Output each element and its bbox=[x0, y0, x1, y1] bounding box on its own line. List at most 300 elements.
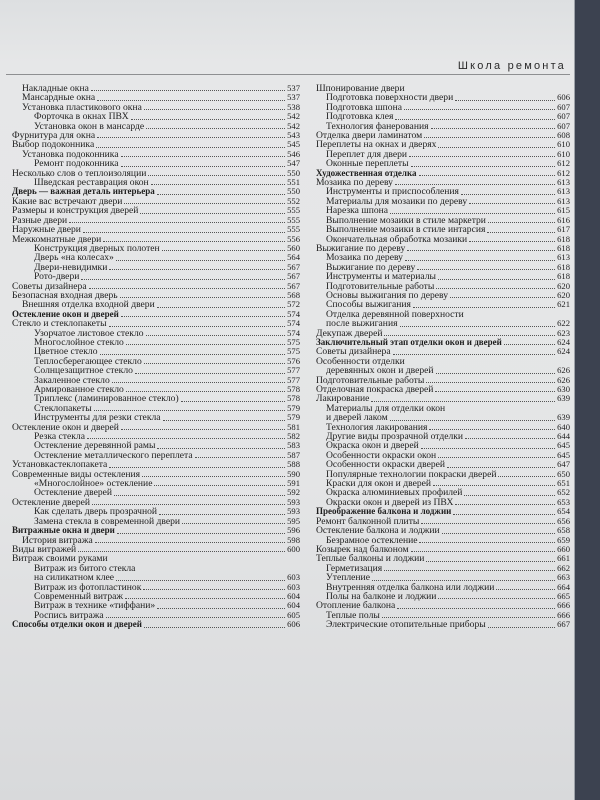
dot-leader bbox=[125, 598, 285, 599]
toc-entry-page: 577 bbox=[287, 365, 300, 376]
toc-entry-page: 607 bbox=[557, 111, 570, 122]
dot-leader bbox=[382, 617, 555, 618]
toc-entry-page: 564 bbox=[287, 252, 300, 263]
toc-entry-title: Витраж своими руками bbox=[12, 553, 108, 565]
toc-entry-page: 620 bbox=[557, 289, 570, 300]
dot-leader bbox=[438, 147, 555, 148]
toc-entry-title: Подготовительные работы bbox=[326, 280, 435, 292]
dot-leader bbox=[504, 344, 555, 345]
toc-entry-title: Цветное стекло bbox=[34, 346, 98, 358]
toc-entry-title: Технология фанерования bbox=[326, 120, 429, 132]
toc-entry-title: Внешняя отделка входной двери bbox=[22, 299, 155, 311]
dot-leader bbox=[112, 382, 285, 383]
dot-leader bbox=[371, 401, 555, 402]
dot-leader bbox=[419, 542, 555, 543]
toc-entry-page: 579 bbox=[287, 412, 300, 423]
toc-entry-title: Резка стекла bbox=[34, 431, 85, 443]
dot-leader bbox=[461, 194, 555, 195]
toc-entry-title: Многослойное стекло bbox=[34, 336, 124, 348]
toc-column-right bbox=[316, 84, 570, 630]
dot-leader bbox=[89, 288, 286, 289]
dot-leader bbox=[433, 485, 555, 486]
dot-leader bbox=[124, 203, 285, 204]
toc-entry-title: Выполнение мозаики в стиле интарсия bbox=[326, 224, 486, 236]
toc-entry-title: «Многослойное» остекление bbox=[34, 478, 153, 490]
toc-entry-title: Отделка деревянной поверхности bbox=[326, 308, 464, 320]
toc-entry-page: 618 bbox=[557, 233, 570, 244]
dot-leader bbox=[109, 467, 285, 468]
dot-leader bbox=[498, 476, 555, 477]
dot-leader bbox=[424, 137, 555, 138]
toc-entry-page: 647 bbox=[557, 459, 570, 470]
dot-leader bbox=[121, 429, 285, 430]
toc-entry-page: 607 bbox=[557, 101, 570, 112]
toc-entry-page: 653 bbox=[557, 496, 570, 507]
dot-leader bbox=[469, 203, 555, 204]
toc-entry-title: Стеклопакеты bbox=[34, 402, 92, 414]
toc-entry-title: Остекление дверей bbox=[12, 496, 91, 508]
dot-leader bbox=[413, 307, 555, 308]
toc-entry-page: 603 bbox=[287, 581, 300, 592]
toc-entry-page: 620 bbox=[557, 280, 570, 291]
dot-leader bbox=[157, 307, 285, 308]
toc-entry-title: Установка пластикового окна bbox=[22, 101, 142, 113]
toc-entry-page: 662 bbox=[557, 562, 570, 573]
dot-leader bbox=[97, 137, 285, 138]
toc-entry-title: на силикатном клее bbox=[34, 572, 115, 584]
toc-entry-title: Инструменты для резки стекла bbox=[34, 412, 161, 424]
toc-entry-page: 654 bbox=[557, 506, 570, 517]
toc-entry-title: Окончательная обработка мозаики bbox=[326, 233, 468, 245]
toc-entry-page: 644 bbox=[557, 431, 570, 442]
toc-entry-title: Другие виды прозрачной отделки bbox=[326, 431, 464, 443]
toc-entry-page: 663 bbox=[557, 572, 570, 583]
toc-entry-page: 547 bbox=[287, 158, 300, 169]
toc-entry-page: 567 bbox=[287, 261, 300, 272]
toc-entry-title: Основы выжигания по дереву bbox=[326, 289, 449, 301]
dot-leader bbox=[78, 551, 285, 552]
dot-leader bbox=[144, 363, 285, 364]
toc-entry-title: Мозаика по дереву bbox=[326, 252, 403, 264]
toc-entry-title: Технология лакирования bbox=[326, 421, 428, 433]
toc-entry-page: 567 bbox=[287, 271, 300, 282]
toc-entry-page: 551 bbox=[287, 177, 300, 188]
dot-leader bbox=[95, 542, 285, 543]
toc-entry-page: 613 bbox=[557, 252, 570, 263]
toc-entry-page: 612 bbox=[557, 167, 570, 178]
toc-entry-title: Лакирование bbox=[316, 393, 370, 405]
toc-entry-title: Витраж из битого стекла bbox=[34, 562, 136, 574]
toc-entry-page: 603 bbox=[287, 572, 300, 583]
dot-leader bbox=[162, 250, 285, 251]
toc-entry-title: Остекление дверей bbox=[34, 487, 113, 499]
toc-entry-title: Особенности окраски дверей bbox=[326, 459, 446, 471]
toc-entry-title: Узорчатое листовое стекло bbox=[34, 327, 144, 339]
toc-entry-page: 568 bbox=[287, 289, 300, 300]
toc-entry-title: Стекло и стеклопакеты bbox=[12, 318, 107, 330]
toc-entry-title: Отопление балкона bbox=[316, 600, 396, 612]
dot-leader bbox=[405, 260, 555, 261]
dot-leader bbox=[411, 551, 556, 552]
toc-entry-page: 542 bbox=[287, 111, 300, 122]
toc-entry-page: 600 bbox=[287, 543, 300, 554]
toc-entry-title: Теплые полы bbox=[326, 609, 380, 621]
dot-leader bbox=[91, 90, 285, 91]
toc-entry-page: 659 bbox=[557, 534, 570, 545]
toc-entry-page: 604 bbox=[287, 600, 300, 611]
toc-entry-page: 658 bbox=[557, 525, 570, 536]
toc-entry-title: Рото-двери bbox=[34, 271, 80, 283]
toc-entry-page: 621 bbox=[557, 299, 570, 310]
toc-entry-title: Установка окон в мансарде bbox=[34, 120, 145, 132]
toc-entry-title: Армированное стекло bbox=[34, 384, 124, 395]
dot-leader bbox=[83, 232, 285, 233]
toc-entry-title: Переплеты на окнах и дверях bbox=[316, 139, 437, 151]
toc-entry-title: и дверей лаком bbox=[326, 412, 388, 424]
dot-leader bbox=[97, 100, 285, 101]
dot-leader bbox=[92, 504, 285, 505]
toc-entry-page: 587 bbox=[287, 449, 300, 460]
toc-entry-page: 666 bbox=[557, 609, 570, 620]
toc-entry-page: 650 bbox=[557, 468, 570, 479]
toc-entry-title: Утепление bbox=[326, 572, 370, 584]
dot-leader bbox=[69, 222, 285, 223]
dot-leader bbox=[438, 279, 555, 280]
dot-leader bbox=[121, 166, 286, 167]
dot-leader bbox=[120, 297, 285, 298]
toc-entry-page: 583 bbox=[287, 440, 300, 451]
toc-entry-page: 624 bbox=[557, 346, 570, 357]
toc-entry-page: 613 bbox=[557, 186, 570, 197]
dot-leader bbox=[431, 128, 556, 129]
toc-entry-page: 582 bbox=[287, 431, 300, 442]
dot-leader bbox=[407, 250, 555, 251]
dot-leader bbox=[426, 382, 555, 383]
dot-leader bbox=[465, 438, 555, 439]
toc-entry-title: Окраски окон и дверей из ПВХ bbox=[326, 496, 454, 508]
toc-entry-title: Оконные переплеты bbox=[326, 158, 409, 170]
toc-entry-title: Двери-невидимки bbox=[34, 261, 108, 273]
toc-entry-page: 545 bbox=[287, 139, 300, 150]
dot-leader bbox=[436, 288, 555, 289]
toc-entry-page: 613 bbox=[557, 195, 570, 206]
dot-leader bbox=[384, 570, 555, 571]
toc-entry-page: 590 bbox=[287, 468, 300, 479]
dot-leader bbox=[109, 326, 286, 327]
toc-entry-page: 618 bbox=[557, 261, 570, 272]
dot-leader bbox=[96, 147, 285, 148]
dot-leader bbox=[397, 608, 555, 609]
toc-entry-title: Внутренняя отделка балкона или лоджии bbox=[326, 581, 495, 593]
toc-entry-page: 630 bbox=[557, 384, 570, 394]
dot-leader bbox=[157, 608, 285, 609]
toc-entry-title: Размеры и конструкция дверей bbox=[12, 205, 139, 217]
toc-entry-title: Современный витраж bbox=[34, 590, 124, 602]
dot-leader bbox=[447, 467, 555, 468]
toc-entry-page: 623 bbox=[557, 327, 570, 338]
dot-leader bbox=[114, 495, 285, 496]
toc-entry-title: деревянных окон и дверей bbox=[326, 365, 434, 377]
toc-entry-page: 652 bbox=[557, 487, 570, 498]
toc-entry-title: Особенности окраски окон bbox=[326, 449, 437, 461]
dot-leader bbox=[140, 213, 285, 214]
dot-leader bbox=[121, 156, 286, 157]
toc-entry-page: 610 bbox=[557, 139, 570, 150]
dot-leader bbox=[182, 523, 285, 524]
toc-entry-title: Дверь «на колесах» bbox=[34, 252, 114, 264]
toc-entry-page: 660 bbox=[557, 543, 570, 554]
dot-leader bbox=[450, 297, 555, 298]
toc-entry-title: Триплекс (ламинированное стекло) bbox=[34, 393, 179, 405]
toc-entry-title: Межкомнатные двери bbox=[12, 233, 102, 245]
toc-entry-title: Инструменты и приспособления bbox=[326, 186, 459, 198]
dot-leader bbox=[94, 410, 285, 411]
toc-entry-title: Инструменты и материалы bbox=[326, 271, 436, 283]
toc-entry-title: Остекление металлического переплета bbox=[34, 449, 193, 461]
toc-entry-page: 616 bbox=[557, 214, 570, 225]
toc-entry-page: 560 bbox=[287, 242, 300, 253]
toc-entry-page: 567 bbox=[287, 280, 300, 291]
toc-entry-title: Витраж в технике «тиффани» bbox=[34, 600, 156, 612]
toc-entry-title: Безопасная входная дверь bbox=[12, 289, 118, 301]
toc-entry-page: 578 bbox=[287, 384, 300, 394]
toc-entry-page: 607 bbox=[557, 120, 570, 131]
dot-leader bbox=[417, 269, 555, 270]
dot-leader bbox=[453, 514, 555, 515]
toc-entry-title: после выжигания bbox=[326, 318, 398, 330]
toc-entry-page: 574 bbox=[287, 327, 300, 338]
dot-leader bbox=[154, 485, 285, 486]
toc-entry-title: Безрамное остекление bbox=[326, 534, 418, 546]
toc-entry-page: 651 bbox=[557, 478, 570, 489]
dot-leader bbox=[464, 495, 555, 496]
toc-entry-title: Какие вас встречают двери bbox=[12, 195, 123, 207]
toc-entry-page: 608 bbox=[557, 130, 570, 141]
dot-leader bbox=[159, 514, 285, 515]
toc-entry-title: Окраска окон и дверей bbox=[326, 440, 419, 452]
toc-entry-title: Фурнитура для окна bbox=[12, 130, 96, 142]
toc-entry-page: 552 bbox=[287, 195, 300, 206]
toc-entry-title: Декупаж дверей bbox=[316, 327, 383, 339]
dot-leader bbox=[411, 166, 556, 167]
toc-entry-page: 666 bbox=[557, 600, 570, 611]
toc-entry-title: Остекление деревянной рамы bbox=[34, 440, 156, 452]
toc-entry-page: 605 bbox=[287, 609, 300, 620]
dot-leader bbox=[487, 232, 555, 233]
dot-leader bbox=[455, 100, 555, 101]
dot-leader bbox=[390, 213, 555, 214]
dot-leader bbox=[146, 128, 285, 129]
toc-entry-page: 617 bbox=[557, 224, 570, 235]
toc-entry-page: 546 bbox=[287, 148, 300, 159]
dot-leader bbox=[144, 109, 285, 110]
toc-entry-title: Несколько слов о теплоизоляции bbox=[12, 167, 147, 179]
toc-entry-page: 604 bbox=[287, 590, 300, 601]
toc-entry-title: Художественная отделка bbox=[316, 167, 417, 178]
dot-leader bbox=[404, 109, 555, 110]
dot-leader bbox=[395, 119, 555, 120]
dot-leader bbox=[148, 175, 285, 176]
toc-entry-page: 622 bbox=[557, 318, 570, 329]
toc-entry-page: 645 bbox=[557, 440, 570, 451]
toc-entry-page: 550 bbox=[287, 167, 300, 178]
dot-leader bbox=[372, 580, 555, 581]
toc-entry-title: Наружные двери bbox=[12, 224, 81, 236]
toc-entry-page: 667 bbox=[557, 619, 570, 630]
toc-entry-page: 574 bbox=[287, 318, 300, 329]
dot-leader bbox=[419, 175, 556, 176]
toc-entry-title: Разные двери bbox=[12, 214, 68, 226]
toc-entry-page: 556 bbox=[287, 233, 300, 244]
dot-leader bbox=[109, 269, 285, 270]
toc-entry-title: Теплосберегающее стекло bbox=[34, 355, 142, 367]
dot-leader bbox=[181, 401, 285, 402]
toc-entry-page: 537 bbox=[287, 92, 300, 103]
toc-entry-page: 639 bbox=[557, 412, 570, 423]
dot-leader bbox=[157, 448, 285, 449]
dot-leader bbox=[409, 156, 555, 157]
toc-entry-title: Козырек над балконом bbox=[316, 543, 409, 555]
toc-entry-page: 624 bbox=[557, 336, 570, 347]
toc-entry-page: 615 bbox=[557, 205, 570, 216]
toc-entry-title: Солнцезащитное стекло bbox=[34, 365, 133, 377]
toc-entry-title: Выполнение мозаики в стиле маркетри bbox=[326, 214, 486, 226]
toc-entry-title: Материалы для мозаики по дереву bbox=[326, 195, 468, 207]
toc-entry-page: 555 bbox=[287, 224, 300, 235]
dot-leader bbox=[103, 241, 285, 242]
toc-entry-title: Выжигание по дереву bbox=[316, 242, 406, 254]
toc-entry-page: 606 bbox=[557, 92, 570, 103]
dot-leader bbox=[146, 335, 286, 336]
dot-leader bbox=[121, 316, 285, 317]
toc-entry-title: Установкастеклопакета bbox=[12, 459, 108, 471]
toc-entry-page: 618 bbox=[557, 271, 570, 282]
dot-leader bbox=[157, 194, 285, 195]
dot-leader bbox=[144, 627, 285, 628]
toc-entry-title: Форточка в окнах ПВХ bbox=[34, 111, 129, 123]
toc-entry-title: История витража bbox=[22, 534, 93, 546]
toc-entry-title: Мансардные окна bbox=[22, 92, 96, 104]
toc-entry-title: Остекление окон и дверей bbox=[12, 308, 119, 319]
toc-entry-page: 538 bbox=[287, 101, 300, 112]
dot-leader bbox=[455, 504, 555, 505]
dot-leader bbox=[106, 617, 286, 618]
dot-leader bbox=[135, 373, 285, 374]
toc-entry-title: Преображение балкона и лоджии bbox=[316, 506, 452, 517]
toc-entry-page: 593 bbox=[287, 496, 300, 507]
toc-entry-page: 588 bbox=[287, 459, 300, 470]
dot-leader bbox=[429, 429, 555, 430]
toc-entry-title: Выжигание по дереву bbox=[326, 261, 416, 273]
toc-entry-page: 640 bbox=[557, 421, 570, 432]
toc-entry-page: 612 bbox=[557, 158, 570, 169]
header-rule bbox=[6, 74, 570, 75]
toc-entry-page: 593 bbox=[287, 506, 300, 517]
toc-entry-title: Выбор подоконника bbox=[12, 139, 95, 151]
toc-entry-page: 645 bbox=[557, 449, 570, 460]
dot-leader bbox=[195, 457, 286, 458]
toc-entry-page: 542 bbox=[287, 120, 300, 131]
toc-entry-title: Способы отделки окон и дверей bbox=[12, 619, 142, 630]
toc-entry-title: Отделка двери ламинатом bbox=[316, 130, 423, 142]
toc-entry-page: 575 bbox=[287, 346, 300, 357]
dot-leader bbox=[390, 420, 555, 421]
toc-entry-title: Краски для окон и дверей bbox=[326, 478, 432, 490]
toc-entry-page: 661 bbox=[557, 553, 570, 564]
dot-leader bbox=[163, 420, 286, 421]
toc-entry-title: Отделочная покраска дверей bbox=[316, 384, 434, 395]
dot-leader bbox=[393, 354, 556, 355]
dot-leader bbox=[421, 523, 555, 524]
toc-entry-page: 606 bbox=[287, 619, 300, 630]
dot-leader bbox=[496, 589, 555, 590]
toc-entry-page: 598 bbox=[287, 534, 300, 545]
dot-leader bbox=[395, 184, 555, 185]
toc-entry-page: 626 bbox=[557, 374, 570, 385]
toc-entry-title: Современные виды остекления bbox=[12, 468, 141, 480]
toc-entry-title: Ремонт подоконника bbox=[34, 158, 119, 170]
dot-leader bbox=[151, 184, 285, 185]
dot-leader bbox=[117, 533, 285, 534]
toc-entry-page: 572 bbox=[287, 299, 300, 310]
toc-entry-title: Установка подоконника bbox=[22, 148, 119, 160]
toc-entry-page: 537 bbox=[287, 83, 300, 93]
toc-entry-page: 639 bbox=[557, 393, 570, 404]
toc-entry-title: Витражные окна и двери bbox=[12, 525, 115, 536]
dot-leader bbox=[143, 589, 285, 590]
toc-entry-title: Мозаика по дереву bbox=[316, 177, 393, 189]
toc-entry-title: Советы дизайнера bbox=[316, 346, 391, 358]
toc-entry-page: 626 bbox=[557, 365, 570, 376]
toc-entry-page: 579 bbox=[287, 402, 300, 413]
toc-entry-page: 610 bbox=[557, 148, 570, 159]
toc-entry-title: Материалы для отделки окон bbox=[326, 402, 446, 414]
toc-entry-page: 543 bbox=[287, 130, 300, 141]
toc-entry-title: Советы дизайнера bbox=[12, 280, 87, 292]
toc-entry-page: 550 bbox=[287, 186, 300, 197]
toc-entry-page: 592 bbox=[287, 487, 300, 498]
toc-entry-page: 665 bbox=[557, 590, 570, 601]
toc-entry-page: 618 bbox=[557, 242, 570, 253]
dot-leader bbox=[142, 476, 285, 477]
dot-leader bbox=[438, 598, 555, 599]
toc-entry-title: Особенности отделки bbox=[316, 355, 405, 367]
toc-entry-title: Витраж из фотопластинок bbox=[34, 581, 142, 593]
toc-entry-title: Как сделать дверь прозрачной bbox=[34, 506, 158, 518]
dot-leader bbox=[131, 119, 285, 120]
dot-leader bbox=[488, 222, 555, 223]
toc-entry-title: Электрические отопительные приборы bbox=[326, 619, 486, 631]
toc-entry-title: Теплые балконы и лоджии bbox=[316, 553, 425, 565]
toc-entry-title: Заключительный этап отделки окон и дверей bbox=[316, 336, 502, 347]
dot-leader bbox=[87, 438, 285, 439]
toc-entry-page: 578 bbox=[287, 393, 300, 404]
toc-entry-page: 575 bbox=[287, 336, 300, 347]
toc-entry bbox=[12, 620, 300, 629]
toc-entry-title: Шведская реставрация окон bbox=[34, 177, 149, 189]
dot-leader bbox=[488, 627, 555, 628]
toc-entry-page: 596 bbox=[287, 525, 300, 536]
toc-entry-title: Переплет для двери bbox=[326, 148, 408, 160]
toc-entry-page: 613 bbox=[557, 177, 570, 188]
running-head: Школа ремонта bbox=[457, 60, 566, 72]
toc-entry-title: Шпонирование двери bbox=[316, 83, 405, 94]
dot-leader bbox=[100, 354, 286, 355]
toc-entry-page: 591 bbox=[287, 478, 300, 489]
toc-entry-page: 555 bbox=[287, 214, 300, 225]
dot-leader bbox=[126, 344, 285, 345]
dot-leader bbox=[421, 448, 555, 449]
